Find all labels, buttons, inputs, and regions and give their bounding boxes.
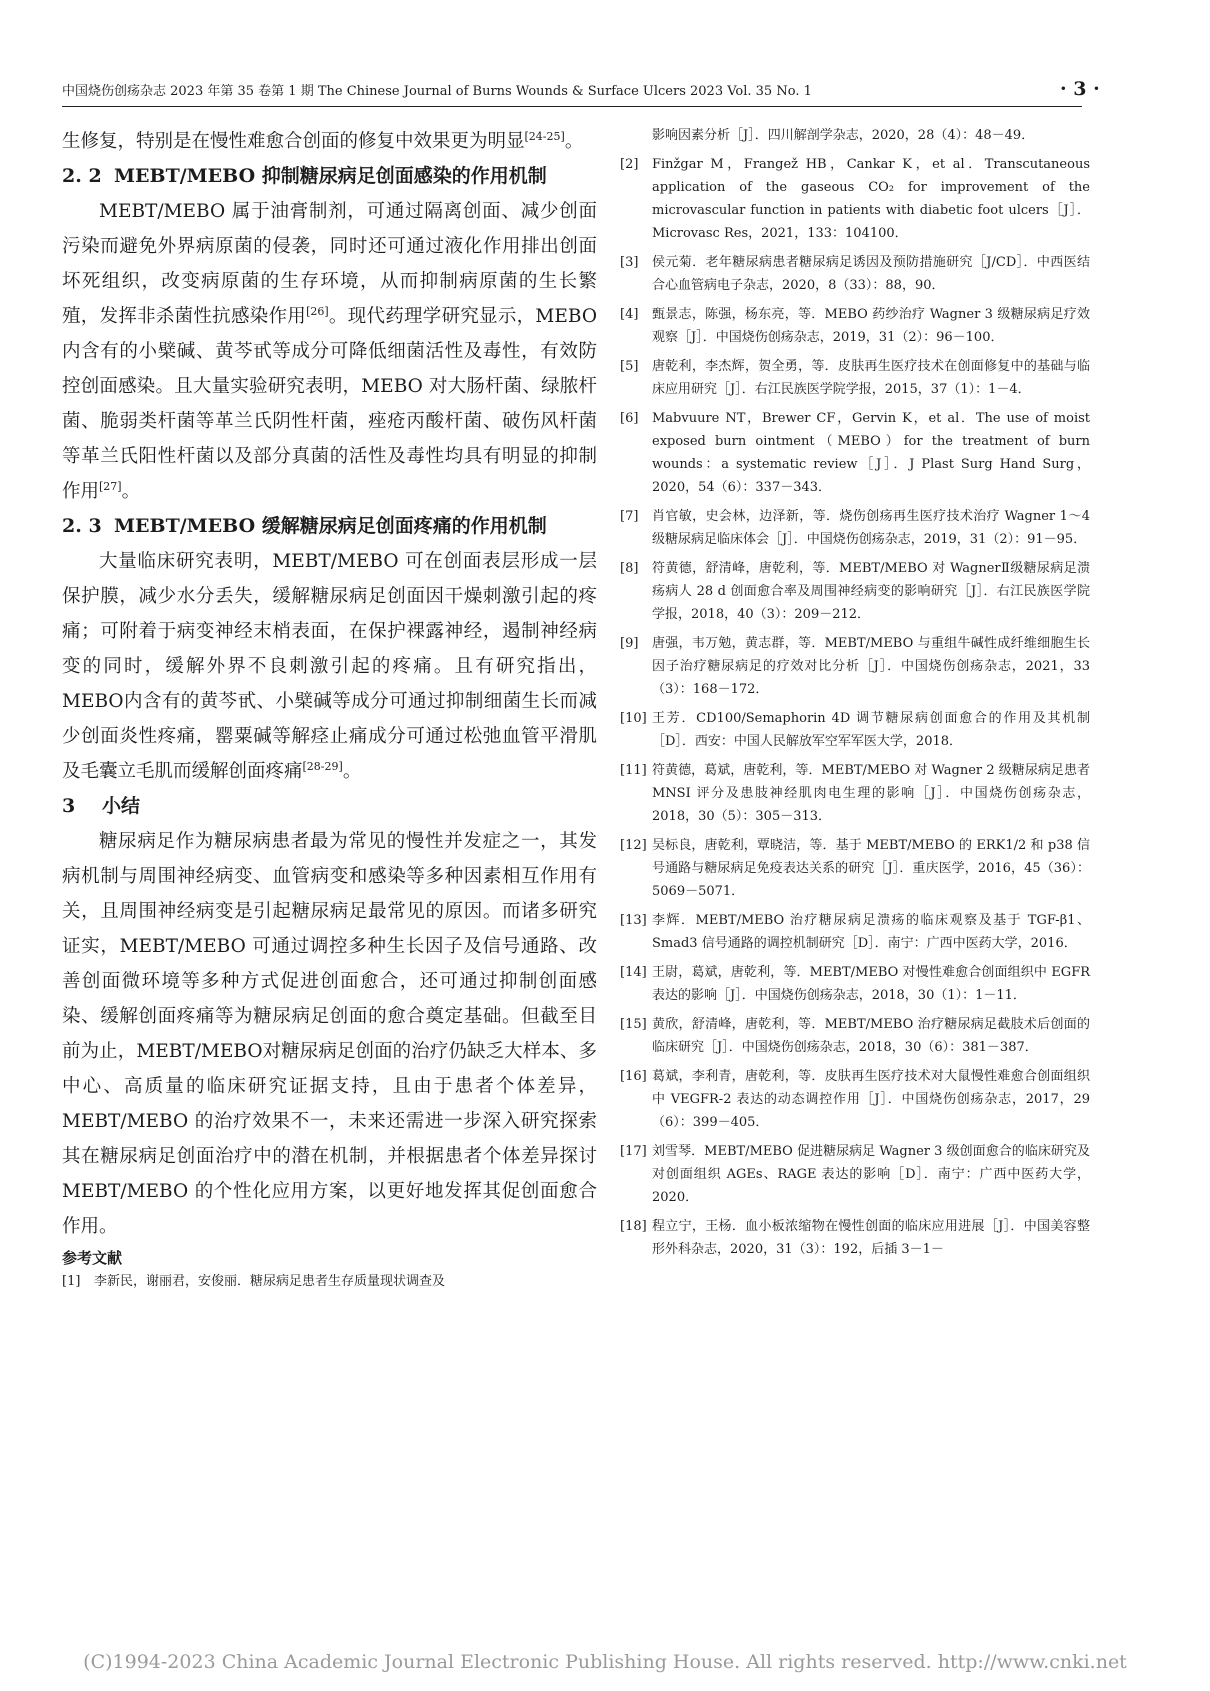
reference-text: Mabvuure NT，Brewer CF，Gervin K，et al．The use of moist exposed burn ointment（MEBO）for the treatment of burn wounds：a systematic review［J］．J Plast Surg Hand Surg，2020，54（6）：337－343．: [652, 411, 1090, 495]
reference-number: [14]: [620, 965, 647, 980]
reference-text: 李辉．MEBT/MEBO 治疗糖尿病足溃疡的临床观察及基于 TGF-β1、Smad3 信号通路的调控机制研究［D］．南宁：广西中医药大学，2016．: [652, 913, 1090, 951]
reference-item: [620, 251, 1090, 297]
section-heading-3: [62, 789, 597, 824]
reference-item: [620, 557, 1090, 626]
reference-text: 甄景志，陈强，杨东亮，等．MEBO 药纱治疗 Wagner 3 级糖尿病足疗效观察［J］．中国烧伤创疡杂志，2019，31（2）：96－100．: [652, 307, 1090, 345]
right-column-references: [620, 124, 1090, 1267]
reference-item: [620, 407, 1090, 499]
reference-text: 程立宁，王杨．血小板浓缩物在慢性创面的临床应用进展［J］．中国美容整形外科杂志，2020，31（3）：192，后插 3－1－: [652, 1219, 1090, 1257]
reference-text: 侯元菊．老年糖尿病患者糖尿病足诱因及预防措施研究［J/CD］．中西医结合心血管病电子杂志，2020，8（33）：88，90．: [652, 255, 1090, 293]
header-rule: [62, 106, 1082, 107]
page-number: · 3 ·: [1060, 78, 1100, 100]
copyright-footer: (C)1994-2023 China Academic Journal Electronic Publishing House. All rights reserved. http://www.cnki.net: [83, 1651, 1127, 1673]
references-heading: 参考文献: [62, 1249, 123, 1267]
reference-text: 李新民，谢丽君，安俊丽．糖尿病足患者生存质量现状调查及: [94, 1274, 446, 1289]
section-number: 2. 2: [62, 165, 102, 187]
paragraph: 大量临床研究表明，MEBT/MEBO 可在创面表层形成一层保护膜，减少水分丢失，缓解糖尿病足创面因干燥刺激引起的疼痛；可附着于病变神经末梢表面，在保护裸露神经，遏制神经病变的同时，缓解外界不良刺激引起的疼痛。且有研究指出，MEBO内含有的黄芩甙、小檗碱等成分可通过抑制细菌生长而减少创面炎性疼痛，罂粟碱等解痉止痛成分可通过松弛血管平滑肌及毛囊立毛肌而缓解创面疼痛[28-29]。: [62, 551, 597, 782]
reference-item: [620, 759, 1090, 828]
section-title: 小结: [102, 795, 141, 817]
section-heading-2-2: [62, 159, 597, 194]
reference-item: [620, 505, 1090, 551]
reference-number: [9]: [620, 636, 639, 651]
paragraph: 生修复，特别是在慢性难愈合创面的修复中效果更为明显[24-25]。: [62, 129, 584, 152]
running-header: 中国烧伤创疡杂志 2023 年第 35 卷第 1 期 The Chinese Journal of Burns Wounds & Surface Ulcers 2023 Vol. 35 No. 1: [62, 84, 812, 99]
reference-text: 符黄德，葛斌，唐乾利，等．MEBT/MEBO 对 Wagner 2 级糖尿病足患者 MNSI 评分及患肢神经肌肉电生理的影响［J］．中国烧伤创疡杂志，2018，30（5）：305－313．: [652, 763, 1090, 824]
reference-number: [12]: [620, 838, 647, 853]
reference-number: [4]: [620, 307, 639, 322]
reference-text: 影响因素分析［J］．四川解剖学杂志，2020，28（4）：48－49．: [652, 128, 1035, 143]
reference-text: 刘雪琴．MEBT/MEBO 促进糖尿病足 Wagner 3 级创面愈合的临床研究及对创面组织 AGEs、RAGE 表达的影响［D］．南宁：广西中医药大学，2020．: [652, 1144, 1090, 1205]
reference-number: [10]: [620, 711, 647, 726]
reference-item: [620, 124, 1090, 147]
reference-item: [620, 834, 1090, 903]
reference-item: [620, 909, 1090, 955]
reference-text: 符黄德，舒清峰，唐乾利，等．MEBT/MEBO 对 WagnerⅡ级糖尿病足溃疡病人 28 d 创面愈合率及周围神经病变的影响研究［J］．右江民族医学院学报，2018，40（3）：209－212．: [652, 561, 1090, 622]
reference-text: 肖官敏，史会林，边泽新，等．烧伤创疡再生医疗技术治疗 Wagner 1～4 级糖尿病足临床体会［J］．中国烧伤创疡杂志，2019，31（2）：91－95．: [652, 509, 1090, 547]
citation: [26]: [306, 304, 329, 318]
reference-number: [1]: [62, 1274, 81, 1289]
reference-number: [620, 124, 652, 147]
reference-number: [6]: [620, 411, 639, 426]
reference-number: [8]: [620, 561, 639, 576]
reference-text: 唐强，韦万勉，黄志群，等．MEBT/MEBO 与重组牛碱性成纤维细胞生长因子治疗糖尿病足的疗效对比分析［J］．中国烧伤创疡杂志，2021，33（3）：168－172．: [652, 636, 1090, 697]
paragraph: MEBT/MEBO 属于油膏制剂，可通过隔离创面、减少创面污染而避免外界病原菌的侵袭，同时还可通过液化作用排出创面坏死组织，改变病原菌的生存环境，从而抑制病原菌的生长繁殖，发挥非杀菌性抗感染作用[26]。现代药理学研究显示，MEBO内含有的小檗碱、黄芩甙等成分可降低细菌活性及毒性，有效防控创面感染。且大量实验研究表明，MEBO 对大肠杆菌、绿脓杆菌、脆弱类杆菌等革兰氏阴性杆菌，痤疮丙酸杆菌、破伤风杆菌等革兰氏阳性杆菌以及部分真菌的活性及毒性均具有明显的抑制作用[27]。: [62, 201, 597, 502]
reference-text: 吴标良，唐乾利，覃晓洁，等．基于 MEBT/MEBO 的 ERK1/2 和 p38 信号通路与糖尿病足免疫表达关系的研究［J］．重庆医学，2016，45（36）：5069－5071．: [652, 838, 1090, 899]
paragraph: 糖尿病足作为糖尿病患者最为常见的慢性并发症之一，其发病机制与周围神经病变、血管病变和感染等多种因素相互作用有关，且周围神经病变是引起糖尿病足最常见的原因。而诸多研究证实，MEBT/MEBO 可通过调控多种生长因子及信号通路、改善创面微环境等多种方式促进创面愈合，还可通过抑制创面感染、缓解创面疼痛等为糖尿病足创面的愈合奠定基础。但截至目前为止，MEBT/MEBO对糖尿病足创面的治疗仍缺乏大样本、多中心、高质量的临床研究证据支持，且由于患者个体差异，MEBT/MEBO 的治疗效果不一，未来还需进一步深入研究探索其在糖尿病足创面治疗中的潜在机制，并根据患者个体差异探讨 MEBT/MEBO 的个性化应用方案，以更好地发挥其促创面愈合作用。: [62, 831, 597, 1237]
reference-number: [11]: [620, 763, 647, 778]
reference-item: [620, 153, 1090, 245]
reference-text: 唐乾利，李杰辉，贺全勇，等．皮肤再生医疗技术在创面修复中的基础与临床应用研究［J］．右江民族医学院学报，2015，37（1）：1－4．: [652, 359, 1090, 397]
section-heading-2-3: [62, 509, 597, 544]
reference-text: 王尉，葛斌，唐乾利，等．MEBT/MEBO 对慢性难愈合创面组织中 EGFR 表达的影响［J］．中国烧伤创疡杂志，2018，30（1）：1－11．: [652, 965, 1090, 1003]
reference-number: [16]: [620, 1069, 647, 1084]
reference-item: [620, 1140, 1090, 1209]
reference-item: [620, 632, 1090, 701]
section-title: MEBT/MEBO 缓解糖尿病足创面疼痛的作用机制: [114, 515, 547, 537]
reference-number: [7]: [620, 509, 639, 524]
reference-item: [620, 1013, 1090, 1059]
reference-item: [620, 707, 1090, 753]
reference-number: [3]: [620, 255, 639, 270]
reference-item: [620, 961, 1090, 1007]
reference-item: [620, 303, 1090, 349]
section-number: 2. 3: [62, 515, 102, 537]
citation: [24-25]: [524, 129, 565, 143]
reference-text: Finžgar M，Frangež HB，Cankar K，et al．Transcutaneous application of the gaseous CO₂ for improvement of the microvascular function in patients with diabetic foot ulcers［J］．Microvasc Res，2021，133：104100．: [652, 157, 1090, 241]
section-number: 3: [62, 795, 76, 817]
reference-number: [2]: [620, 157, 639, 172]
reference-item: [620, 355, 1090, 401]
reference-number: [17]: [620, 1144, 647, 1159]
reference-number: [18]: [620, 1219, 647, 1234]
reference-number: [5]: [620, 359, 639, 374]
reference-number: [15]: [620, 1017, 647, 1032]
reference-text: 黄欣，舒清峰，唐乾利，等．MEBT/MEBO 治疗糖尿病足截肢术后创面的临床研究［J］．中国烧伤创疡杂志，2018，30（6）：381－387．: [652, 1017, 1090, 1055]
section-title: MEBT/MEBO 抑制糖尿病足创面感染的作用机制: [114, 165, 547, 187]
reference-number: [13]: [620, 913, 647, 928]
citation: [27]: [99, 479, 122, 493]
reference-item: [62, 1270, 597, 1293]
citation: [28-29]: [302, 759, 343, 773]
reference-text: 葛斌，李利青，唐乾利，等．皮肤再生医疗技术对大鼠慢性难愈合创面组织中 VEGFR-2 表达的动态调控作用［J］．中国烧伤创疡杂志，2017，29（6）：399－405．: [652, 1069, 1090, 1130]
left-column: [62, 124, 597, 1299]
reference-item: [620, 1065, 1090, 1134]
reference-item: [620, 1215, 1090, 1261]
reference-text: 王芳．CD100/Semaphorin 4D 调节糖尿病创面愈合的作用及其机制［D］．西安：中国人民解放军空军军医大学，2018．: [652, 711, 1090, 749]
